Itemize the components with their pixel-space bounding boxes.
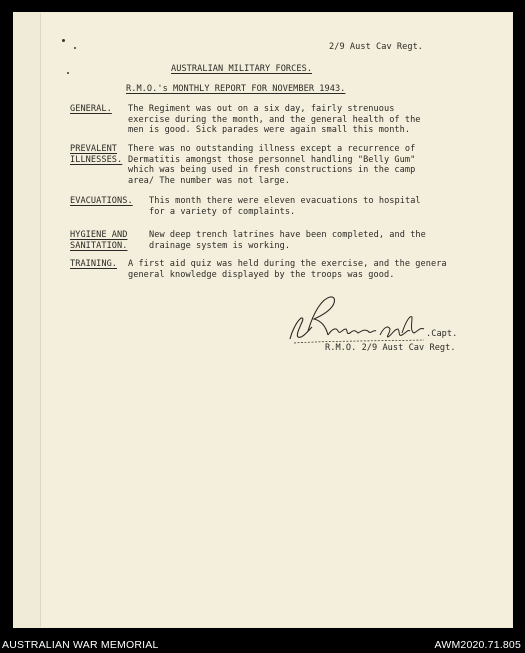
section-label: EVACUATIONS. [70,196,133,206]
section-label: HYGIENE AND SANITATION. [70,230,128,251]
section-text: This month there were eleven evacuations to hospital for a variety of complaints. [149,196,421,217]
paper-mark [62,39,65,42]
section-text: There was no outstanding illness except a recurrence of Dermatitis amongst those personnel handling "Belly Gum" which was being used in fresh constructions in the camp area/ The number was not large. [128,144,416,186]
section-label: TRAINING. [70,259,118,269]
footer-accession-number: AWM2020.71.805 [434,639,521,651]
handwritten-signature [284,291,434,347]
signature-rank: .Capt. [426,329,458,339]
report-title: R.M.O.'s MONTHLY REPORT FOR NOVEMBER 1943. [126,84,346,94]
section-label: PREVALENT ILLNESSES. [70,144,123,165]
section-label: GENERAL. [70,104,112,114]
signature-block: R.M.O. 2/9 Aust Cav Regt. [325,343,456,353]
signature-area [284,291,484,361]
document-page [41,13,512,627]
unit-line: 2/9 Aust Cav Regt. [329,42,424,52]
footer-source: AUSTRALIAN WAR MEMORIAL [2,639,159,651]
paper-mark [67,72,69,74]
section-text: New deep trench latrines have been completed, and the drainage system is working. [149,230,426,251]
paper-mark [74,47,76,49]
section-text: A first aid quiz was held during the exercise, and the genera general knowledge displayed by the troops was good. [128,259,447,280]
document-heading: AUSTRALIAN MILITARY FORCES. [171,64,313,74]
report-document [41,13,512,627]
section-text: The Regiment was out on a six day, fairly strenuous exercise during the month, and the general health of the men is good. Sick parades were again small this month. [128,104,421,135]
